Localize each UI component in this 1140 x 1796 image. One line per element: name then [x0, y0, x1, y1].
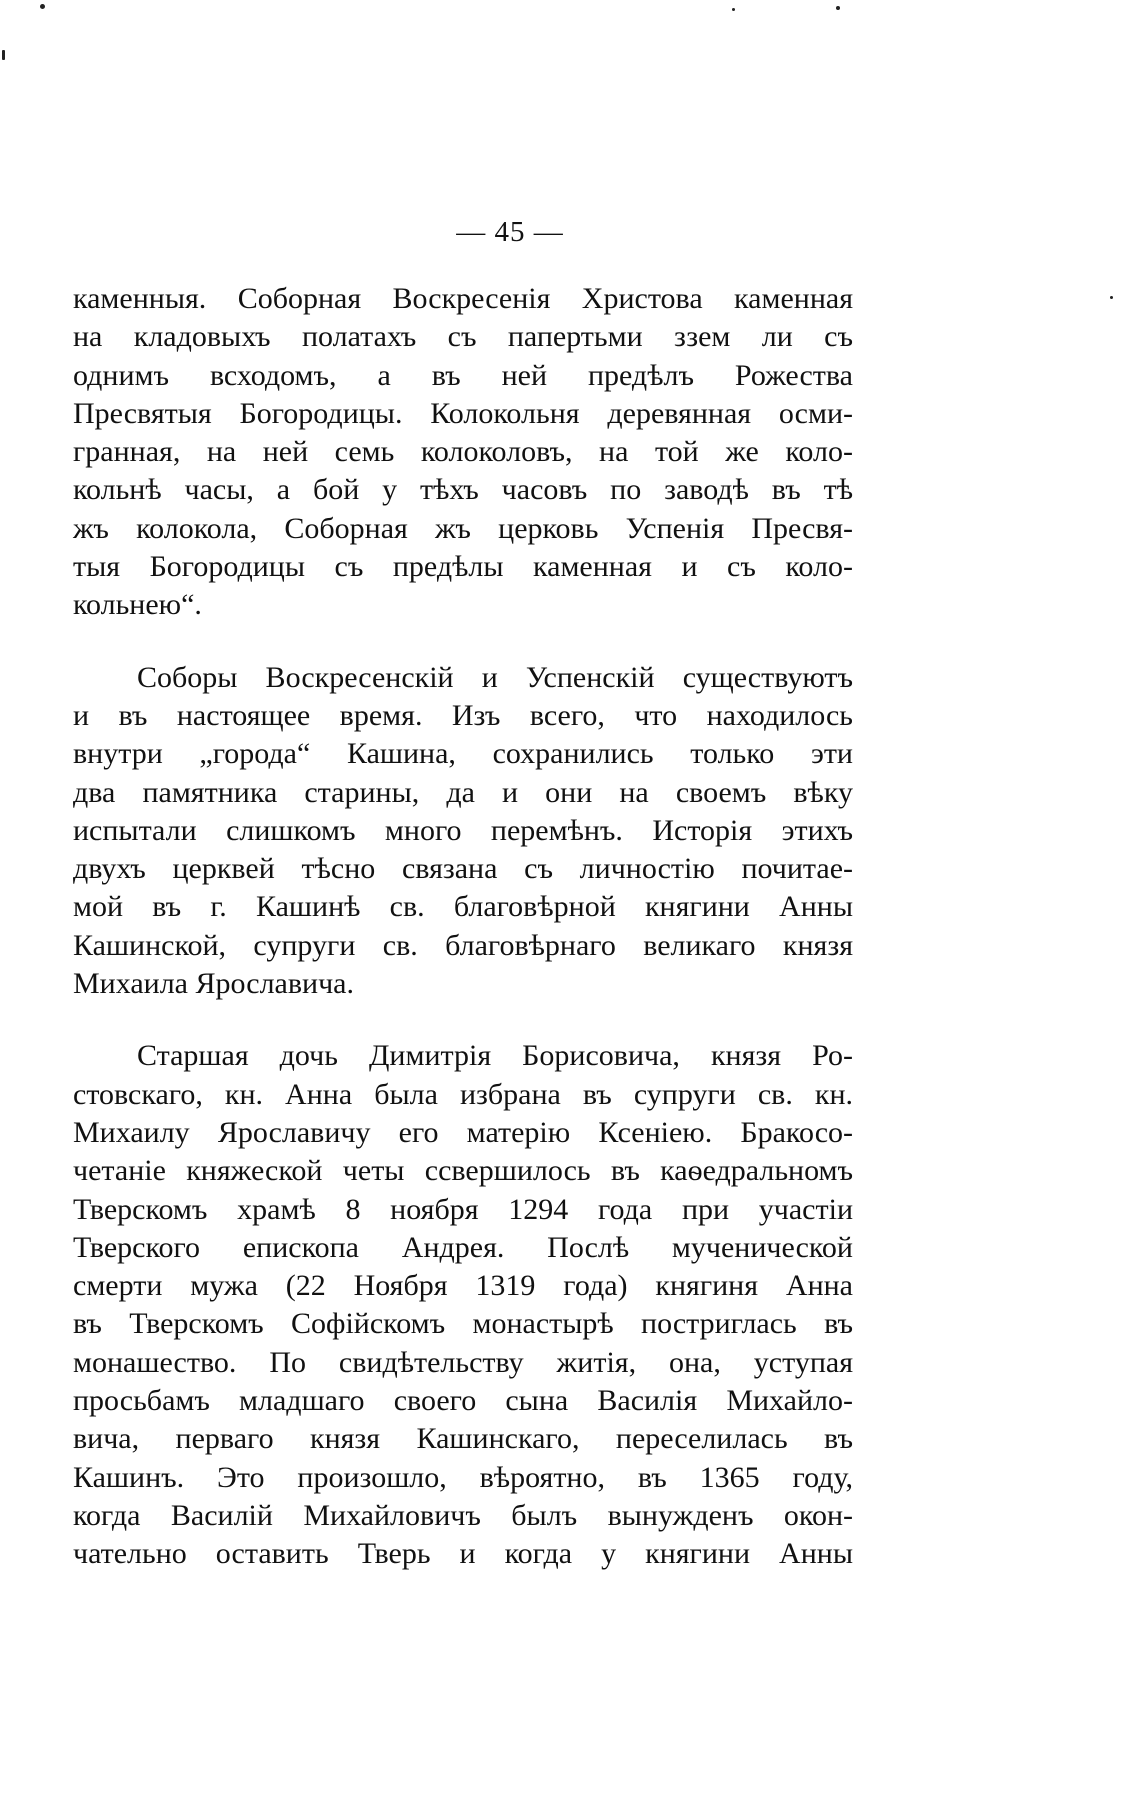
- text-line: Старшая дочь Димитрія Борисовича, князя Ро-: [137, 1039, 853, 1073]
- paragraph-gap: [73, 1003, 853, 1037]
- page-number: — 45 —: [456, 216, 564, 248]
- text-line: вича, перваго князя Кашинскаго, переселилась въ: [73, 1422, 853, 1456]
- text-line: въ Тверскомъ Софійскомъ монастырѣ постриглась въ: [73, 1307, 853, 1341]
- text-line: Соборы Воскресенскій и Успенскій существуютъ: [137, 660, 853, 694]
- text-line: испытали слишкомъ много перемѣнъ. Исторія этихъ: [73, 813, 853, 847]
- text-line: Кашинъ. Это произошло, вѣроятно, въ 1365 году,: [73, 1460, 853, 1494]
- text-line: просьбамъ младшаго своего сына Василія Михайло-: [73, 1384, 853, 1418]
- scan-speck: [1110, 296, 1113, 299]
- text-line: внутри „города“ Кашина, сохранились только эти: [73, 737, 853, 771]
- text-line: четаніе княжеской четы ссвершилось въ каѳедральномъ: [73, 1154, 853, 1188]
- scan-speck: [836, 6, 840, 10]
- text-line: каменныя. Соборная Воскресенія Христова каменная: [73, 282, 853, 315]
- scan-speck: [732, 8, 735, 11]
- paragraph-gap: [73, 625, 853, 659]
- paragraph: [73, 280, 853, 625]
- text-line: смерти мужа (22 Ноября 1319 года) княгиня Анна: [73, 1269, 853, 1303]
- paragraph: [73, 659, 853, 1004]
- text-line: тыя Богородицы съ предѣлы каменная и съ коло-: [73, 550, 853, 584]
- text-line: двухъ церквей тѣсно связана съ личностію почитае-: [73, 852, 853, 886]
- text-line: когда Василій Михайловичъ былъ вынужденъ окон-: [73, 1498, 853, 1532]
- text-line: кольнею“.: [73, 588, 202, 622]
- text-line: Кашинской, супруги св. благовѣрнаго великаго князя: [73, 928, 853, 962]
- text-line: гранная, на ней семь колоколовъ, на той же коло-: [73, 435, 853, 469]
- paragraph: [73, 1037, 853, 1573]
- text-line: мой въ г. Кашинѣ св. благовѣрной княгини Анны: [73, 890, 853, 924]
- text-line: жъ колокола, Соборная жъ церковь Успенія Пресвя-: [73, 511, 853, 545]
- text-line: чательно оставить Тверь и когда у княгини Анны: [73, 1537, 853, 1571]
- text-line: и въ настоящее время. Изъ всего, что находилось: [73, 698, 853, 732]
- text-line: однимъ всходомъ, а въ ней предѣлъ Рожества: [73, 358, 853, 392]
- scan-speck: [2, 50, 5, 60]
- text-line: Тверского епископа Андрея. Послѣ мученической: [73, 1230, 853, 1264]
- text-line: монашество. По свидѣтельству житія, она, уступая: [73, 1345, 853, 1379]
- text-line: два памятника старины, да и они на своемъ вѣку: [73, 775, 853, 809]
- body-text: [73, 280, 853, 1574]
- text-line: Пресвятыя Богородицы. Колокольня деревянная осми-: [73, 396, 853, 430]
- text-line: на кладовыхъ полатахъ съ папертьми ззем ли съ: [73, 320, 853, 354]
- scan-speck: [40, 4, 45, 9]
- text-line: Тверскомъ храмѣ 8 ноября 1294 года при участіи: [73, 1192, 853, 1226]
- text-line: кольнѣ часы, а бой у тѣхъ часовъ по заводѣ въ тѣ: [73, 473, 853, 507]
- text-line: Михаила Ярославича.: [73, 967, 354, 1001]
- text-line: стовскаго, кн. Анна была избрана въ супруги св. кн.: [73, 1077, 853, 1111]
- text-line: Михаилу Ярославичу его матерію Ксеніею. Бракосо-: [73, 1115, 853, 1149]
